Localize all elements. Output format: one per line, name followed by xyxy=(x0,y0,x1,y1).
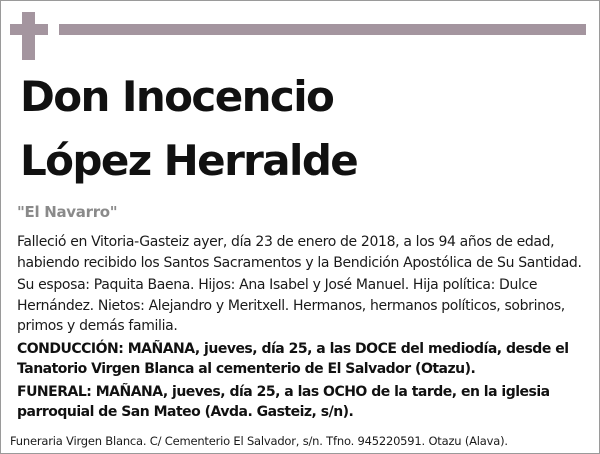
death-announcement: Falleció en Vitoria-Gasteiz ayer, día 23 de enero de 2018, a los 94 años de edad, habiendo recibido los Santos Sacramentos y la Bendición Apostólica de Su Santidad. xyxy=(17,234,582,271)
deceased-name-line-1: Don Inocencio xyxy=(20,72,334,121)
procession-details: CONDUCCIÓN: MAÑANA, jueves, día 25, a las DOCE del mediodía, desde el Tanatorio Virgen Blanca al cementerio de El Salvador (Otazu). xyxy=(17,340,569,377)
notice-body xyxy=(17,232,587,425)
cross-horizontal-bar xyxy=(10,24,48,35)
cross-vertical-bar xyxy=(22,12,35,60)
funeral-details: FUNERAL: MAÑANA, jueves, día 25, a las OCHO de la tarde, en la iglesia parroquial de San Mateo (Avda. Gasteiz, s/n). xyxy=(17,383,550,420)
deceased-alias: "El Navarro" xyxy=(17,203,118,221)
funeral-home-footer: Funeraria Virgen Blanca. C/ Cementerio El Salvador, s/n. Tfno. 945220591. Otazu (Alava). xyxy=(10,434,508,448)
header-rule xyxy=(59,24,586,35)
deceased-name-line-2: López Herralde xyxy=(20,136,358,185)
family-list: Su esposa: Paquita Baena. Hijos: Ana Isabel y José Manuel. Hija política: Dulce Hernández. Nietos: Alejandro y Meritxell. Hermanos, hermanos políticos, sobrinos, primos y demás familia. xyxy=(17,277,565,334)
